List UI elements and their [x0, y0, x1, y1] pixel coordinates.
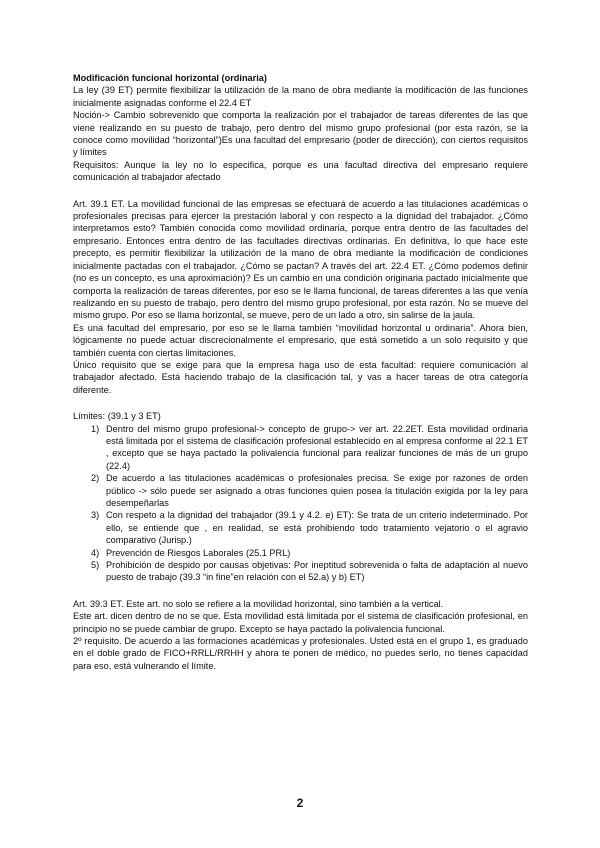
paragraph: Art. 39.3 ET. Este art. no solo se refiere a la movilidad horizontal, sino también a la vertical.: [73, 598, 444, 609]
spacer: [73, 396, 528, 410]
limits-list: [73, 423, 528, 584]
spacer: [73, 184, 528, 198]
spacer: [73, 584, 528, 598]
list-item: 1) Dentro del mismo grupo profesional-> concepto de grupo-> ver art. 22.2ET. Esta movilidad ordinaria está limitada por el sistema de clasificación profesional establecido en al empresa conforme al 22.1 ET , excepto que se haya pactado la polivalencia funcional para realizar funciones de más de un grupo (22.4): [91, 423, 528, 471]
paragraph: Art. 39.1 ET. La movilidad funcional de las empresas se efectuará de acuerdo a las titulaciones académicas o profesionales precisas para ejercer la prestación laboral y con respecto a la dignidad del trabajador. ¿Cómo interpretamos esto? También conocida como movilidad ordinaria, porque entra dentro de las facultades del empresario. Entonces entra dentro de las facultades directivas ordinarias. En definitiva, lo que hace este precepto, es permitir flexibilizar la utilización de la mano de obra mediante la modificación de condiciones inicialmente pactadas con el trabajador. ¿Cómo se pactan? A través del art. 22.4 ET. ¿Cómo podemos definir (no es un concepto, es una aproximación)? Es un cambio en una condición originaria pactado inicialmente que comporta la realización de tareas diferentes, por eso se le llama funcional, de tareas diferentes a las que venía realizando en su puesto de trabajo, pero dentro del mismo grupo profesional, por esta razón. No se mueve del mismo grupo. Por eso se llama horizontal, se mueve, pero de un lado a otro, sin salirse de la jaula.: [73, 198, 528, 321]
paragraph: 2º requisito. De acuerdo a las formaciones académicas y profesionales. Usted está en el grupo 1, es graduado en el doble grado de FICO+RRLL/RRHH y ahora te ponen de médico, no puedes serlo, no tienes capacidad para eso, está vulnerando el límite.: [73, 636, 528, 671]
list-item: 3) Con respeto a la dignidad del trabajador (39.1 y 4.2. e) ET): Se trata de un criterio indeterminado. Por ello, se entiende que , en realidad, se está prohibiendo todo tratamiento vejatorio o el agravio comparativo (Jurisp.): [91, 510, 528, 546]
list-item: 4) Prevención de Riesgos Laborales (25.1 PRL): [91, 547, 291, 558]
list-item: 2) De acuerdo a las titulaciones académicas o profesionales precisa. Se exige por razones de orden público -> sólo puede ser asignado a otras funciones quien posea la titulación exigida por la ley para desempeñarlas: [91, 473, 528, 508]
page-number: 2: [296, 796, 304, 810]
paragraph: Noción-> Cambio sobrevenido que comporta la realización por el trabajador de tareas diferentes de las que viene realizando en su puesto de trabajo, pero dentro del mismo grupo profesional (por esta razón, se la conoce como movilidad “horizontal”)Es una facultad del empresario (poder de dirección), con ciertos requisitos y límites: [73, 110, 528, 158]
paragraph: La ley (39 ET) permite flexibilizar la utilización de la mano de obra mediante la modificación de las funciones inicialmente asignadas conforme el 22.4 ET: [73, 85, 528, 108]
paragraph: Requisitos: Aunque la ley no lo especifica, porque es una facultad directiva del empresario requiere comunicación al trabajador afectado: [73, 159, 528, 183]
paragraph: Único requisito que se exige para que la empresa haga uso de esta facultad: requiere comunicación al trabajador afectado. Está haciendo trabajo de la clasificación tal, y vas a hacer tareas de otra categoría diferente.: [73, 359, 528, 395]
section-title: Modificación funcional horizontal (ordinaria): [73, 73, 267, 83]
paragraph: Es una facultad del empresario, por eso se le llama también “movilidad horizontal u ordinaria”. Ahora bien, lógicamente no puede actuar discrecionalmente el empresario, que está sometido a un solo requisito y que también cuenta con ciertas limitaciones.: [73, 322, 528, 358]
page-content: [73, 72, 528, 672]
limits-heading: Límites: (39.1 y 3 ET): [73, 411, 161, 422]
list-item: 5) Prohibición de despido por causas objetivas: Por ineptitud sobrevenida o falta de adaptación al nuevo puesto de trabajo (39.3 “in fine”en relación con el 52.a) y b) ET): [91, 560, 528, 583]
paragraph: Este art. dicen dentro de no se que. Esta movilidad está limitada por el sistema de clasificación profesional, en principio no se puede cambiar de grupo. Excepto se haya pactado la polivalencia funcional.: [73, 611, 528, 634]
